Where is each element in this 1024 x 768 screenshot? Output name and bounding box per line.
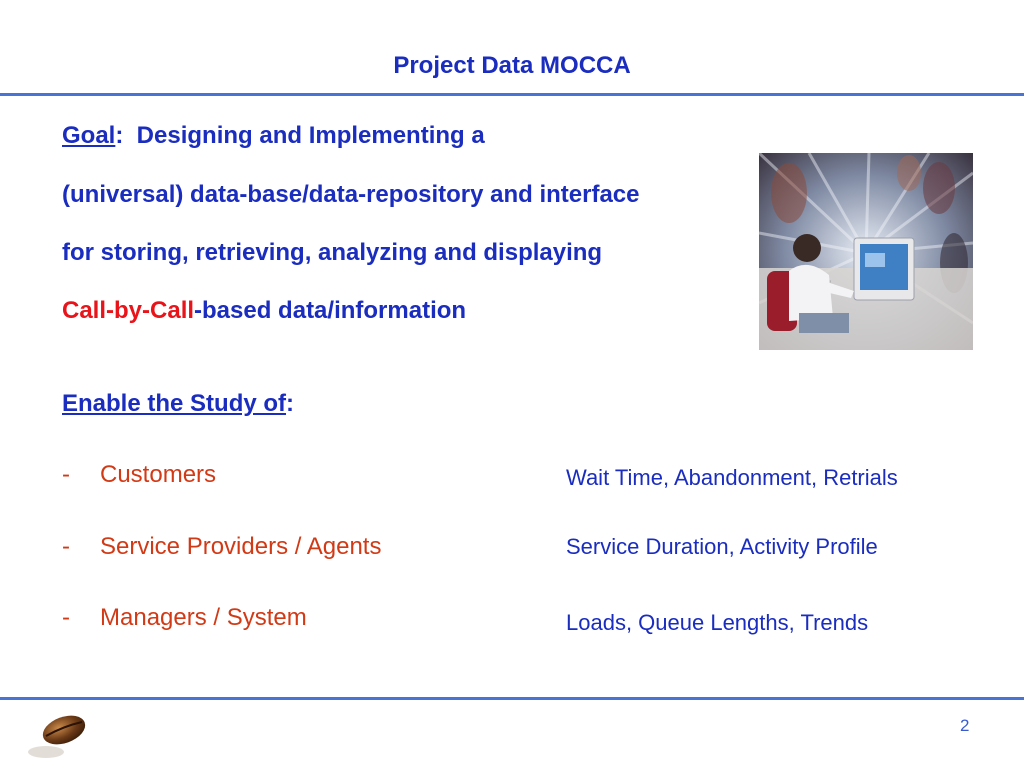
enable-heading <box>62 390 294 418</box>
bottom-divider <box>0 697 1024 700</box>
goal-line-3: for storing, retrieving, analyzing and displaying <box>62 239 603 266</box>
call-center-agent-photo <box>759 153 973 350</box>
bullet-label: Managers / System <box>100 604 307 631</box>
goal-label: Goal <box>62 122 116 149</box>
metric-customers: Wait Time, Abandonment, Retrials <box>566 465 898 490</box>
goal-colon: : <box>115 122 124 149</box>
bullet-dash: - <box>62 461 70 488</box>
bullet-dash: - <box>62 533 70 560</box>
enable-label: Enable the Study of <box>62 390 287 417</box>
bullet-service-providers <box>62 533 381 561</box>
bullet-label: Customers <box>100 461 217 488</box>
photo-illustration <box>759 153 973 350</box>
goal-text-4: -based data/information <box>194 297 467 324</box>
goal-line-2: (universal) data-base/data-repository and interface <box>62 181 640 208</box>
bullet-managers <box>62 604 307 632</box>
page-number: 2 <box>960 716 970 735</box>
goal-line-4 <box>62 297 466 325</box>
goal-line-1 <box>62 122 485 150</box>
metric-managers: Loads, Queue Lengths, Trends <box>566 610 869 635</box>
goal-text-1: Designing and Implementing a <box>123 122 485 149</box>
bullet-customers <box>62 461 216 489</box>
call-by-call-text: Call-by-Call <box>62 297 195 324</box>
bullet-label: Service Providers / Agents <box>100 533 382 560</box>
metric-service-providers: Service Duration, Activity Profile <box>566 534 878 559</box>
top-divider <box>0 93 1024 96</box>
bullet-dash: - <box>62 604 70 631</box>
coffee-bean-logo <box>26 708 90 764</box>
slide-title: Project Data MOCCA <box>393 52 631 79</box>
enable-colon: : <box>286 390 295 417</box>
